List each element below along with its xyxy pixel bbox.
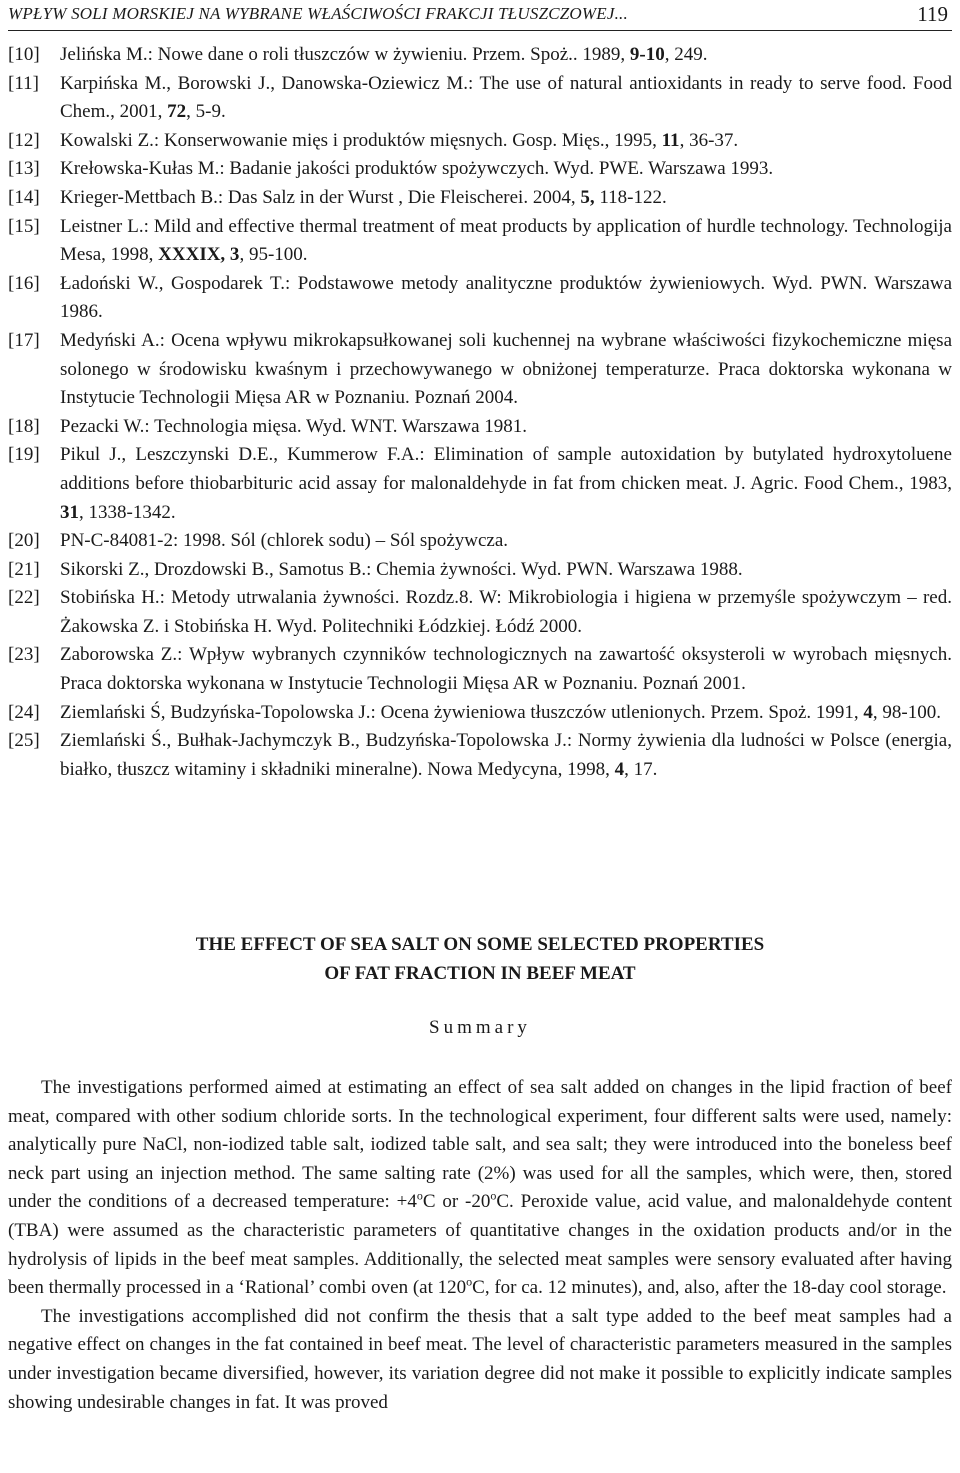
- reference-list: [8, 41, 952, 784]
- reference-number: [12]: [8, 129, 40, 151]
- reference-volume: 5,: [580, 186, 595, 208]
- reference-item: [8, 127, 952, 156]
- page-number: 119: [917, 2, 948, 26]
- reference-item: [8, 213, 952, 270]
- summary-text: The investigations performed aimed at estimating an effect of sea salt added on changes in the lipid fraction of beef meat, compared with other sodium chloride sorts. In the technological experiment, four different salts were used, namely: analytically pure NaCl, non-iodized table salt, iodized table salt, and sea salt; they were introduced into the boneless beef neck part using an injection method. The same salting rate (2%) was used for all the samples, which were, then, stored under the conditions of a decreased temperature: +4: [8, 1077, 952, 1213]
- reference-number: [22]: [8, 587, 40, 609]
- reference-number: [18]: [8, 415, 40, 437]
- running-header: [8, 2, 952, 31]
- reference-number: [17]: [8, 329, 40, 351]
- reference-item: [8, 70, 952, 127]
- summary-paragraph: [8, 1074, 952, 1303]
- reference-text: Ziemlański Ś., Bułhak-Jachymczyk B., Budzyńska-Topolowska J.: Normy żywienia dla ludności w Polsce (energia, białko, tłuszcz witaminy i składniki mineralne). Nowa Medycyna, 1998,: [60, 730, 952, 780]
- reference-item: [8, 441, 952, 527]
- reference-text: Pikul J., Leszczynski D.E., Kummerow F.A.: Elimination of sample autoxidation by butylated hydroxytoluene additions before thiobarbituric acid assay for malonaldehyde in fat from chicken meat. J. Agric. Food Chem., 1983,: [60, 444, 952, 494]
- summary-text: C, for ca. 12 minutes), and, also, after the 18-day cool storage.: [472, 1277, 947, 1299]
- reference-text: Krełowska-Kułas M.: Badanie jakości produktów spożywczych. Wyd. PWE. Warszawa 1993.: [60, 158, 774, 180]
- reference-text: Medyński A.: Ocena wpływu mikrokapsułkowanej soli kuchennej na wybrane właściwości fizykochemiczne mięsa solonego w środowisku kwaśnym i przechowywanego w obniżonej temperaturze. Praca doktorska wykonana w Instytucie Technologii Mięsa AR w Poznaniu. Poznań 2004.: [60, 329, 952, 409]
- reference-item: [8, 327, 952, 413]
- summary-title-line: THE EFFECT OF SEA SALT ON SOME SELECTED PROPERTIES: [195, 934, 765, 955]
- degree-superscript: o: [466, 1274, 473, 1289]
- reference-item: [8, 184, 952, 213]
- reference-volume: 11: [661, 129, 680, 151]
- reference-text: Ziemlański Ś, Budzyńska-Topolowska J.: Ocena żywieniowa tłuszczów utlenionych. Przem. Spoż. 1991,: [60, 701, 864, 723]
- reference-text: Krieger-Mettbach B.: Das Salz in der Wurst , Die Fleischerei. 2004,: [60, 186, 581, 208]
- reference-number: [10]: [8, 44, 40, 65]
- reference-item: [8, 641, 952, 698]
- reference-pages: , 5-9.: [186, 101, 226, 123]
- reference-item: [8, 584, 952, 641]
- reference-item: [8, 155, 952, 184]
- reference-number: [20]: [8, 530, 40, 552]
- reference-number: [14]: [8, 186, 40, 208]
- reference-item: [8, 699, 952, 728]
- summary-text: C. Peroxide value, acid value, and malonaldehyde content (TBA) were assumed as the characteristic parameters of quantitative changes in the oxidation products and/or in the hydrolysis of lipids in the beef meat samples. Additionally, the selected meat samples were sensory evaluated after having been thermally processed in a ‘Rational’ combi oven (at 120: [8, 1191, 953, 1299]
- reference-text: Karpińska M., Borowski J., Danowska-Oziewicz M.: The use of natural antioxidants in ready to serve food. Food Chem., 2001,: [60, 72, 952, 123]
- reference-volume: 72: [167, 101, 187, 123]
- summary-title: [0, 930, 960, 988]
- reference-pages: 118-122.: [594, 186, 667, 208]
- reference-item: [8, 556, 952, 585]
- reference-text: Pezacki W.: Technologia mięsa. Wyd. WNT. Warszawa 1981.: [60, 415, 528, 437]
- reference-number: [24]: [8, 701, 40, 723]
- reference-text: Kowalski Z.: Konserwowanie mięs i produktów mięsnych. Gosp. Mięs., 1995,: [60, 129, 662, 151]
- reference-item: [8, 727, 952, 784]
- reference-text: Zaborowska Z.: Wpływ wybranych czynników technologicznych na zawartość oksysteroli w wyrobach mięsnych. Praca doktorska wykonana w Instytucie Technologii Mięsa AR w Poznaniu. Poznań 2001.: [60, 644, 952, 695]
- reference-text: Ładoński W., Gospodarek T.: Podstawowe metody analityczne produktów żywieniowych. Wyd. PWN. Warszawa 1986.: [60, 272, 952, 323]
- summary-paragraph: The investigations accomplished did not confirm the thesis that a salt type added to the beef meat samples had a negative effect on changes in the fat contained in beef meat. The level of characteristic parameters measured in the samples under investigation became diversified, however, its variation degree did not make it possible to explicitly indicate samples showing undesirable changes in fat. It was proved: [8, 1305, 952, 1413]
- summary-heading: Summary: [429, 1017, 531, 1038]
- reference-text: Jelińska M.: Nowe dane o roli tłuszczów w żywieniu. Przem. Spoż.. 1989,: [60, 44, 630, 65]
- reference-pages: , 36-37.: [679, 129, 739, 151]
- reference-pages: , 17.: [624, 758, 658, 780]
- reference-item: [8, 270, 952, 327]
- reference-item: [8, 41, 952, 70]
- reference-number: [11]: [8, 72, 39, 94]
- reference-pages: , 1338-1342.: [79, 501, 176, 523]
- reference-volume: 9-10: [629, 44, 665, 65]
- reference-pages: , 249.: [664, 44, 708, 65]
- reference-pages: , 98-100.: [872, 701, 941, 723]
- reference-number: [21]: [8, 558, 40, 580]
- summary-body: [8, 1074, 952, 1417]
- reference-pages: , 95-100.: [239, 244, 308, 266]
- reference-text: Leistner L.: Mild and effective thermal treatment of meat products by application of hurdle technology. Technologija Mesa, 1998,: [60, 215, 952, 266]
- reference-volume: 4: [614, 758, 625, 780]
- summary-title-line: OF FAT FRACTION IN BEEF MEAT: [324, 963, 636, 984]
- degree-superscript: o: [416, 1189, 423, 1204]
- reference-item: [8, 413, 952, 442]
- summary-text: C or -20: [422, 1191, 491, 1213]
- reference-number: [25]: [8, 730, 40, 752]
- reference-number: [23]: [8, 644, 40, 666]
- degree-superscript: o: [490, 1189, 497, 1204]
- reference-text: PN-C-84081-2: 1998. Sól (chlorek sodu) – Sól spożywcza.: [60, 530, 509, 552]
- reference-text: Stobińska H.: Metody utrwalania żywności. Rozdz.8. W: Mikrobiologia i higiena w przemyśle spożywczym – red. Żakowska Z. i Stobińska H. Wyd. Politechniki Łódzkiej. Łódź 2000.: [60, 587, 952, 637]
- reference-volume: 4: [863, 701, 873, 723]
- running-title: WPŁYW SOLI MORSKIEJ NA WYBRANE WŁAŚCIWOŚCI FRAKCJI TŁUSZCZOWEJ...: [8, 4, 628, 23]
- reference-text: Sikorski Z., Drozdowski B., Samotus B.: Chemia żywności. Wyd. PWN. Warszawa 1988.: [60, 558, 743, 580]
- reference-item: [8, 527, 952, 556]
- reference-volume: XXXIX, 3: [158, 244, 240, 266]
- reference-number: [15]: [8, 215, 40, 237]
- reference-volume: 31: [60, 501, 79, 523]
- reference-number: [13]: [8, 158, 40, 180]
- reference-number: [19]: [8, 444, 40, 466]
- reference-number: [16]: [8, 272, 40, 294]
